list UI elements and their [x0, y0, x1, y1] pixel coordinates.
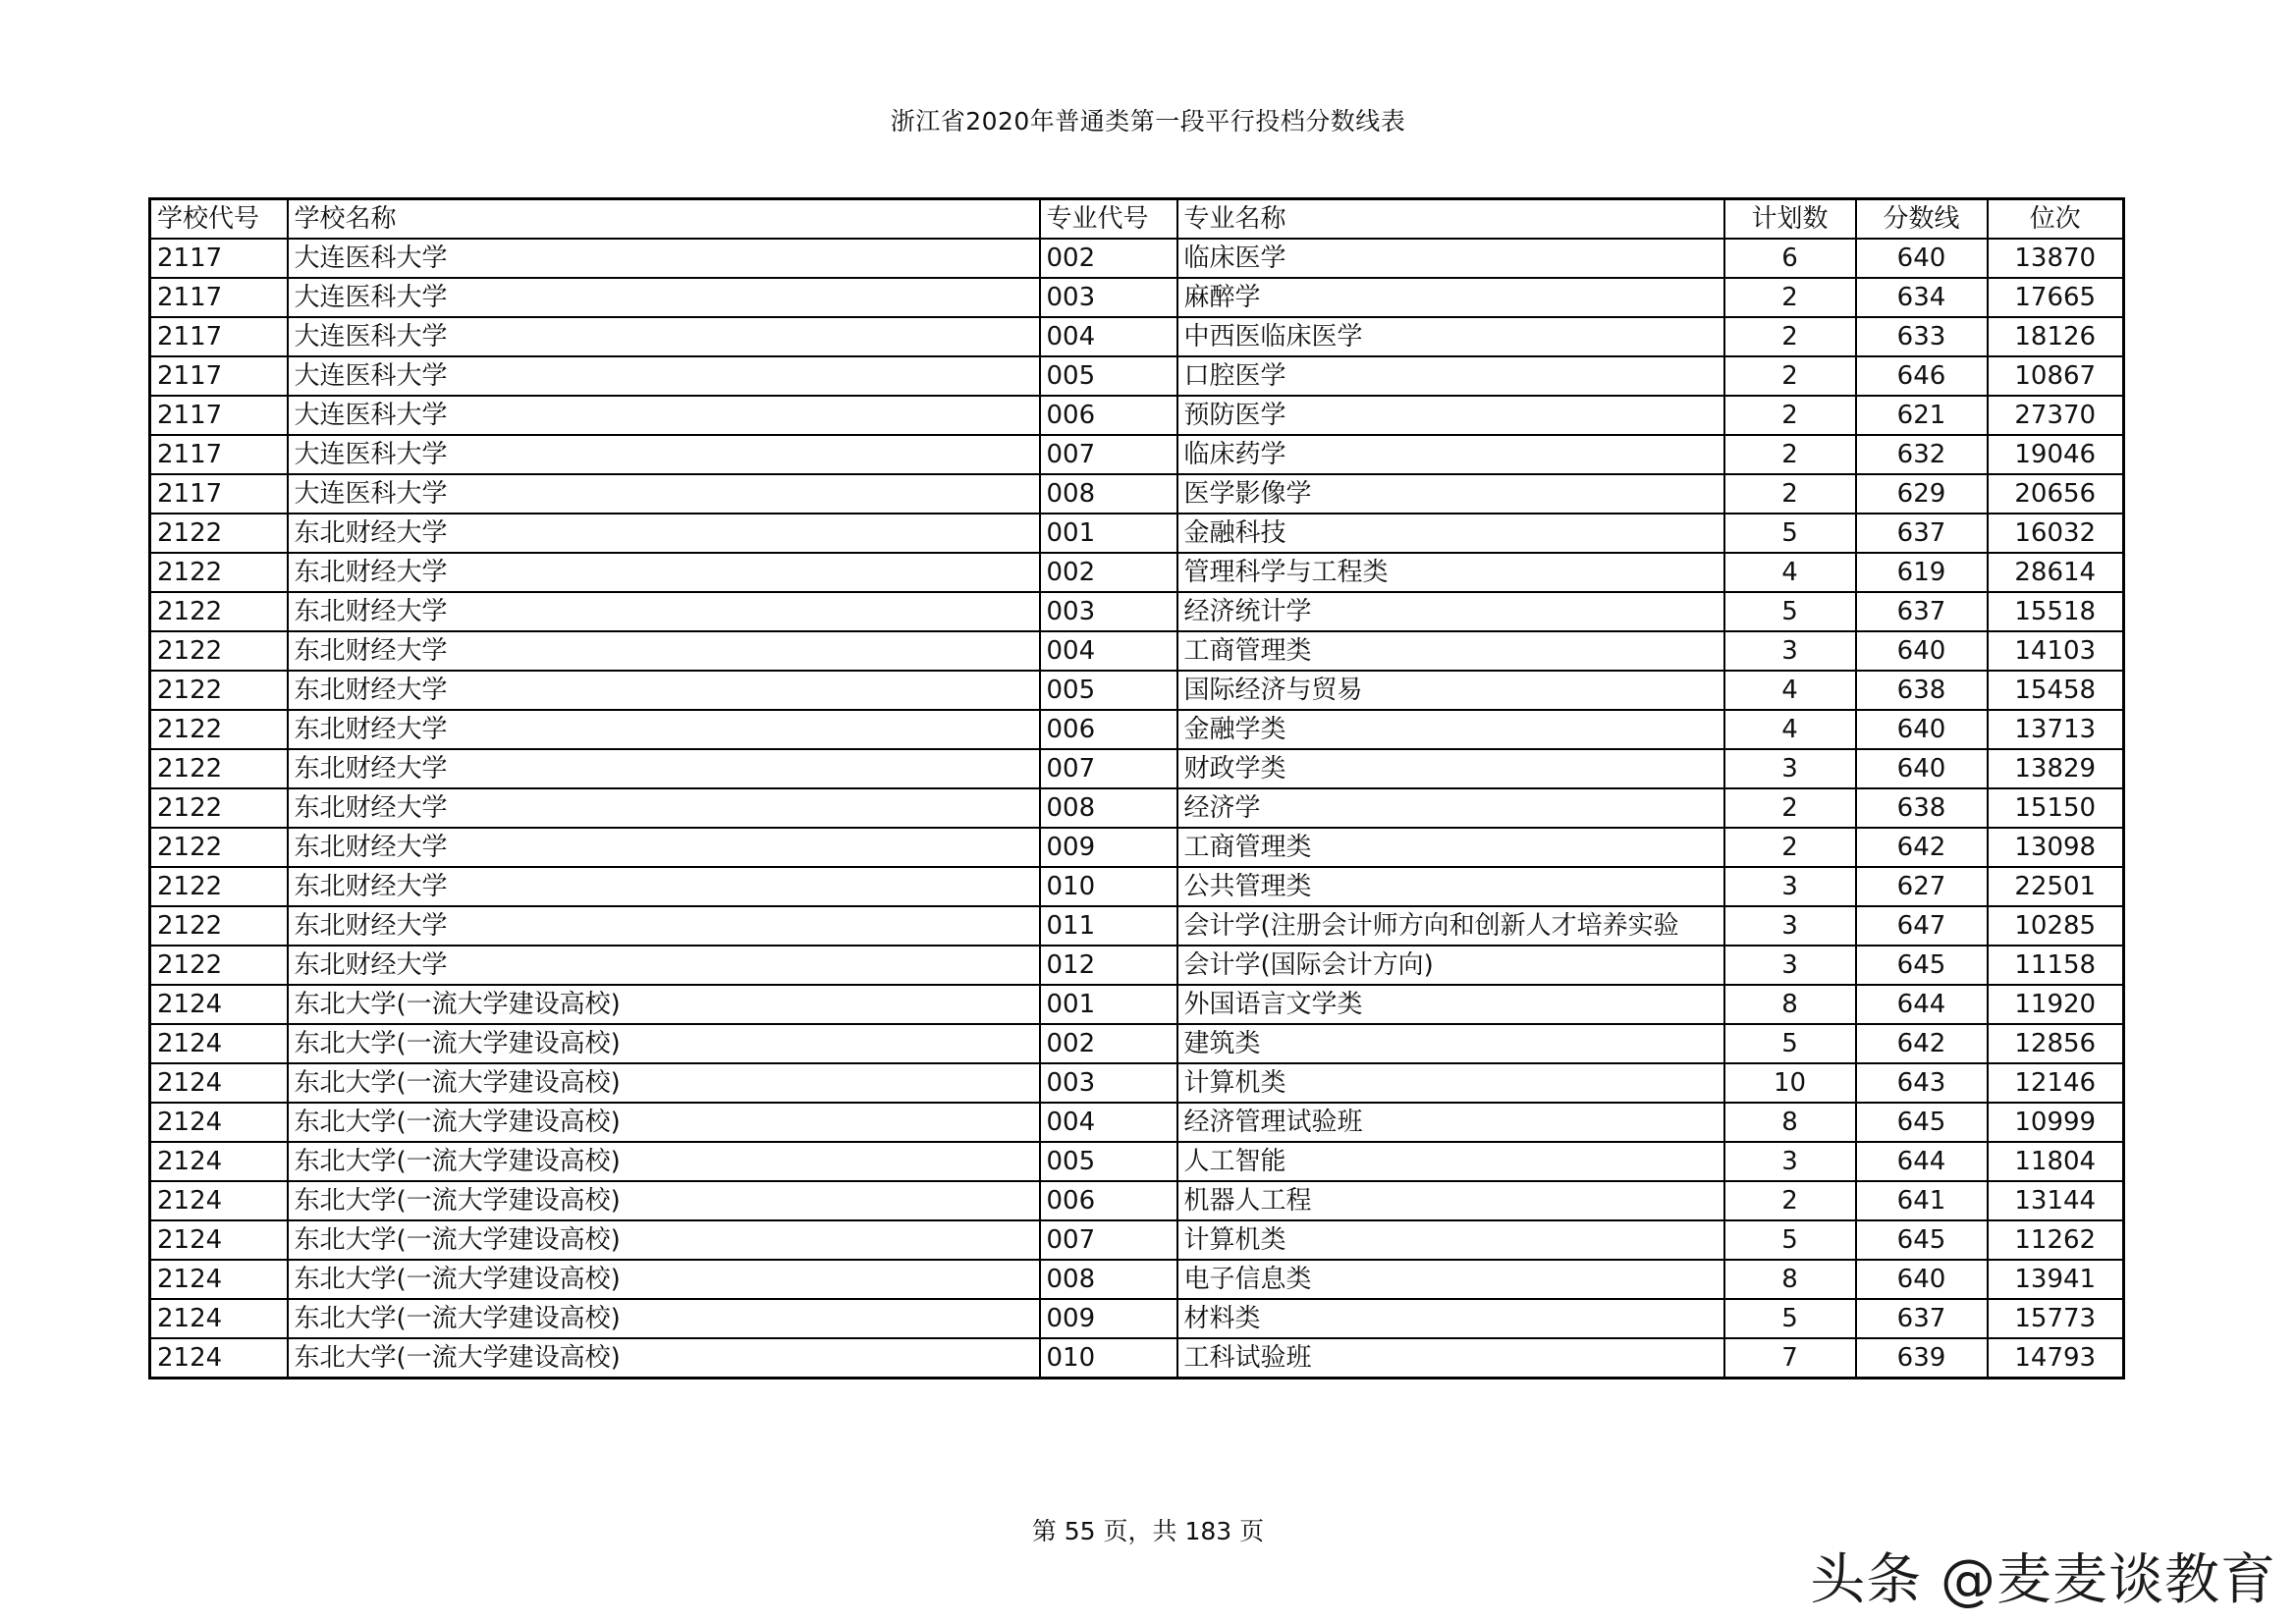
- cell-major-code: 005: [1040, 1142, 1177, 1181]
- table-row: [150, 985, 2124, 1024]
- cell-plan: 10: [1724, 1063, 1856, 1103]
- cell-score: 634: [1856, 278, 1988, 317]
- cell-major-name: 预防医学: [1177, 396, 1724, 435]
- cell-score: 640: [1856, 749, 1988, 788]
- header-school-name: 学校名称: [288, 199, 1040, 240]
- cell-rank: 13941: [1988, 1260, 2124, 1299]
- cell-plan: 4: [1724, 671, 1856, 710]
- cell-score: 643: [1856, 1063, 1988, 1103]
- page-footer: 第 55 页，共 183 页: [1031, 1517, 1265, 1545]
- cell-school-code: 2124: [150, 1181, 288, 1220]
- cell-plan: 2: [1724, 788, 1856, 828]
- cell-school-code: 2124: [150, 985, 288, 1024]
- cell-rank: 16032: [1988, 514, 2124, 553]
- cell-school-code: 2117: [150, 474, 288, 514]
- cell-score: 641: [1856, 1181, 1988, 1220]
- cell-plan: 8: [1724, 1260, 1856, 1299]
- cell-school-code: 2117: [150, 356, 288, 396]
- cell-school-name: 东北大学(一流大学建设高校): [288, 1103, 1040, 1142]
- header-plan: 计划数: [1724, 199, 1856, 240]
- cell-plan: 2: [1724, 317, 1856, 356]
- table-row: [150, 278, 2124, 317]
- cell-score: 629: [1856, 474, 1988, 514]
- cell-major-name: 建筑类: [1177, 1024, 1724, 1063]
- table-row: [150, 514, 2124, 553]
- cell-school-name: 大连医科大学: [288, 474, 1040, 514]
- cell-school-code: 2122: [150, 946, 288, 985]
- cell-rank: 10285: [1988, 906, 2124, 946]
- cell-rank: 10999: [1988, 1103, 2124, 1142]
- cell-school-code: 2117: [150, 278, 288, 317]
- cell-school-name: 东北大学(一流大学建设高校): [288, 1024, 1040, 1063]
- cell-school-name: 东北大学(一流大学建设高校): [288, 1338, 1040, 1379]
- cell-rank: 11804: [1988, 1142, 2124, 1181]
- cell-major-code: 009: [1040, 1299, 1177, 1338]
- table-row: [150, 356, 2124, 396]
- cell-school-name: 东北财经大学: [288, 867, 1040, 906]
- table-row: [150, 828, 2124, 867]
- cell-major-name: 人工智能: [1177, 1142, 1724, 1181]
- cell-score: 640: [1856, 1260, 1988, 1299]
- cell-score: 640: [1856, 239, 1988, 278]
- cell-rank: 12146: [1988, 1063, 2124, 1103]
- cell-major-name: 医学影像学: [1177, 474, 1724, 514]
- header-rank: 位次: [1988, 199, 2124, 240]
- cell-major-code: 002: [1040, 239, 1177, 278]
- cell-school-name: 东北大学(一流大学建设高校): [288, 985, 1040, 1024]
- cell-major-name: 经济管理试验班: [1177, 1103, 1724, 1142]
- cell-school-name: 东北财经大学: [288, 788, 1040, 828]
- cell-plan: 4: [1724, 553, 1856, 592]
- cell-rank: 13829: [1988, 749, 2124, 788]
- table-header-row: [150, 199, 2124, 240]
- cell-school-name: 东北财经大学: [288, 671, 1040, 710]
- cell-rank: 13713: [1988, 710, 2124, 749]
- cell-score: 645: [1856, 946, 1988, 985]
- cell-rank: 15518: [1988, 592, 2124, 631]
- cell-major-code: 004: [1040, 317, 1177, 356]
- cell-major-code: 003: [1040, 278, 1177, 317]
- cell-school-name: 东北大学(一流大学建设高校): [288, 1220, 1040, 1260]
- cell-school-name: 东北财经大学: [288, 749, 1040, 788]
- cell-major-name: 材料类: [1177, 1299, 1724, 1338]
- cell-major-name: 经济统计学: [1177, 592, 1724, 631]
- cell-rank: 13144: [1988, 1181, 2124, 1220]
- cell-school-name: 大连医科大学: [288, 356, 1040, 396]
- score-table: [148, 197, 2125, 1380]
- cell-rank: 14793: [1988, 1338, 2124, 1379]
- cell-school-code: 2117: [150, 435, 288, 474]
- cell-school-code: 2122: [150, 553, 288, 592]
- cell-school-code: 2122: [150, 631, 288, 671]
- cell-plan: 2: [1724, 278, 1856, 317]
- cell-rank: 11158: [1988, 946, 2124, 985]
- cell-rank: 11920: [1988, 985, 2124, 1024]
- cell-school-code: 2122: [150, 592, 288, 631]
- cell-score: 637: [1856, 1299, 1988, 1338]
- cell-major-name: 计算机类: [1177, 1063, 1724, 1103]
- table-row: [150, 1181, 2124, 1220]
- table-row: [150, 1220, 2124, 1260]
- cell-plan: 8: [1724, 985, 1856, 1024]
- cell-score: 633: [1856, 317, 1988, 356]
- cell-school-name: 东北财经大学: [288, 631, 1040, 671]
- cell-plan: 2: [1724, 396, 1856, 435]
- cell-major-name: 工科试验班: [1177, 1338, 1724, 1379]
- cell-major-code: 005: [1040, 671, 1177, 710]
- cell-school-code: 2122: [150, 867, 288, 906]
- cell-plan: 3: [1724, 946, 1856, 985]
- cell-major-name: 工商管理类: [1177, 631, 1724, 671]
- cell-major-code: 003: [1040, 592, 1177, 631]
- cell-school-code: 2122: [150, 906, 288, 946]
- cell-major-code: 003: [1040, 1063, 1177, 1103]
- table-row: [150, 1338, 2124, 1379]
- cell-school-name: 东北大学(一流大学建设高校): [288, 1181, 1040, 1220]
- cell-school-name: 大连医科大学: [288, 435, 1040, 474]
- cell-school-code: 2124: [150, 1024, 288, 1063]
- cell-school-name: 东北大学(一流大学建设高校): [288, 1260, 1040, 1299]
- table-row: [150, 435, 2124, 474]
- cell-school-code: 2122: [150, 514, 288, 553]
- cell-plan: 2: [1724, 356, 1856, 396]
- cell-plan: 3: [1724, 906, 1856, 946]
- cell-plan: 3: [1724, 867, 1856, 906]
- cell-plan: 5: [1724, 1024, 1856, 1063]
- table-row: [150, 1103, 2124, 1142]
- table-row: [150, 906, 2124, 946]
- cell-rank: 20656: [1988, 474, 2124, 514]
- cell-major-code: 006: [1040, 710, 1177, 749]
- cell-major-code: 004: [1040, 1103, 1177, 1142]
- cell-major-code: 010: [1040, 867, 1177, 906]
- cell-major-code: 008: [1040, 788, 1177, 828]
- cell-major-name: 国际经济与贸易: [1177, 671, 1724, 710]
- cell-score: 640: [1856, 631, 1988, 671]
- cell-major-name: 财政学类: [1177, 749, 1724, 788]
- cell-major-code: 012: [1040, 946, 1177, 985]
- cell-rank: 14103: [1988, 631, 2124, 671]
- cell-major-name: 临床医学: [1177, 239, 1724, 278]
- cell-score: 644: [1856, 985, 1988, 1024]
- cell-score: 637: [1856, 514, 1988, 553]
- cell-major-name: 经济学: [1177, 788, 1724, 828]
- cell-rank: 19046: [1988, 435, 2124, 474]
- cell-major-name: 管理科学与工程类: [1177, 553, 1724, 592]
- cell-school-name: 大连医科大学: [288, 396, 1040, 435]
- cell-major-name: 口腔医学: [1177, 356, 1724, 396]
- cell-score: 627: [1856, 867, 1988, 906]
- cell-school-code: 2122: [150, 788, 288, 828]
- cell-plan: 3: [1724, 631, 1856, 671]
- table-body: [150, 239, 2124, 1379]
- cell-major-code: 001: [1040, 514, 1177, 553]
- cell-major-code: 010: [1040, 1338, 1177, 1379]
- cell-major-name: 金融学类: [1177, 710, 1724, 749]
- header-school-code: 学校代号: [150, 199, 288, 240]
- cell-major-name: 临床药学: [1177, 435, 1724, 474]
- table-row: [150, 239, 2124, 278]
- cell-rank: 13870: [1988, 239, 2124, 278]
- cell-major-code: 002: [1040, 553, 1177, 592]
- cell-school-name: 东北财经大学: [288, 592, 1040, 631]
- table-row: [150, 631, 2124, 671]
- header-score: 分数线: [1856, 199, 1988, 240]
- cell-major-code: 002: [1040, 1024, 1177, 1063]
- cell-plan: 6: [1724, 239, 1856, 278]
- cell-rank: 13098: [1988, 828, 2124, 867]
- table-row: [150, 867, 2124, 906]
- cell-major-code: 006: [1040, 1181, 1177, 1220]
- cell-score: 647: [1856, 906, 1988, 946]
- cell-major-code: 007: [1040, 749, 1177, 788]
- cell-plan: 5: [1724, 1220, 1856, 1260]
- cell-score: 644: [1856, 1142, 1988, 1181]
- cell-score: 619: [1856, 553, 1988, 592]
- table-row: [150, 671, 2124, 710]
- cell-score: 645: [1856, 1220, 1988, 1260]
- cell-major-name: 工商管理类: [1177, 828, 1724, 867]
- cell-plan: 8: [1724, 1103, 1856, 1142]
- cell-score: 632: [1856, 435, 1988, 474]
- cell-plan: 3: [1724, 749, 1856, 788]
- cell-plan: 2: [1724, 474, 1856, 514]
- cell-major-code: 008: [1040, 474, 1177, 514]
- cell-school-code: 2124: [150, 1260, 288, 1299]
- table-row: [150, 1063, 2124, 1103]
- cell-school-name: 东北财经大学: [288, 514, 1040, 553]
- cell-rank: 12856: [1988, 1024, 2124, 1063]
- cell-rank: 15150: [1988, 788, 2124, 828]
- cell-major-code: 011: [1040, 906, 1177, 946]
- cell-school-code: 2122: [150, 710, 288, 749]
- cell-plan: 2: [1724, 435, 1856, 474]
- table-row: [150, 592, 2124, 631]
- cell-major-name: 电子信息类: [1177, 1260, 1724, 1299]
- cell-school-name: 东北财经大学: [288, 553, 1040, 592]
- cell-major-name: 公共管理类: [1177, 867, 1724, 906]
- cell-plan: 5: [1724, 514, 1856, 553]
- header-major-code: 专业代号: [1040, 199, 1177, 240]
- cell-major-code: 001: [1040, 985, 1177, 1024]
- cell-school-code: 2124: [150, 1103, 288, 1142]
- cell-plan: 4: [1724, 710, 1856, 749]
- cell-major-code: 006: [1040, 396, 1177, 435]
- cell-rank: 11262: [1988, 1220, 2124, 1260]
- cell-major-code: 007: [1040, 435, 1177, 474]
- cell-plan: 5: [1724, 592, 1856, 631]
- table-row: [150, 553, 2124, 592]
- cell-major-name: 会计学(注册会计师方向和创新人才培养实验: [1177, 906, 1724, 946]
- cell-major-name: 金融科技: [1177, 514, 1724, 553]
- table-row: [150, 946, 2124, 985]
- cell-major-code: 007: [1040, 1220, 1177, 1260]
- table-row: [150, 1024, 2124, 1063]
- page-title: 浙江省2020年普通类第一段平行投档分数线表: [890, 107, 1406, 135]
- cell-rank: 15773: [1988, 1299, 2124, 1338]
- cell-school-name: 东北财经大学: [288, 828, 1040, 867]
- cell-rank: 22501: [1988, 867, 2124, 906]
- cell-major-name: 会计学(国际会计方向): [1177, 946, 1724, 985]
- cell-rank: 10867: [1988, 356, 2124, 396]
- cell-school-code: 2122: [150, 828, 288, 867]
- cell-school-code: 2124: [150, 1142, 288, 1181]
- table-row: [150, 1260, 2124, 1299]
- cell-school-name: 东北财经大学: [288, 710, 1040, 749]
- cell-rank: 28614: [1988, 553, 2124, 592]
- cell-school-name: 大连医科大学: [288, 278, 1040, 317]
- cell-score: 642: [1856, 1024, 1988, 1063]
- cell-school-name: 东北财经大学: [288, 946, 1040, 985]
- cell-score: 646: [1856, 356, 1988, 396]
- cell-school-code: 2124: [150, 1338, 288, 1379]
- table-row: [150, 788, 2124, 828]
- cell-score: 621: [1856, 396, 1988, 435]
- cell-score: 639: [1856, 1338, 1988, 1379]
- cell-school-code: 2117: [150, 396, 288, 435]
- table-row: [150, 1142, 2124, 1181]
- cell-score: 645: [1856, 1103, 1988, 1142]
- cell-plan: 3: [1724, 1142, 1856, 1181]
- cell-school-name: 东北大学(一流大学建设高校): [288, 1299, 1040, 1338]
- cell-plan: 5: [1724, 1299, 1856, 1338]
- header-major-name: 专业名称: [1177, 199, 1724, 240]
- cell-rank: 17665: [1988, 278, 2124, 317]
- cell-school-name: 东北财经大学: [288, 906, 1040, 946]
- cell-school-code: 2122: [150, 671, 288, 710]
- table-row: [150, 1299, 2124, 1338]
- cell-score: 638: [1856, 671, 1988, 710]
- cell-major-name: 麻醉学: [1177, 278, 1724, 317]
- watermark: 头条 @麦麦谈教育: [1810, 1548, 2276, 1612]
- cell-school-code: 2122: [150, 749, 288, 788]
- cell-major-code: 005: [1040, 356, 1177, 396]
- cell-plan: 2: [1724, 1181, 1856, 1220]
- cell-school-code: 2124: [150, 1220, 288, 1260]
- cell-school-name: 大连医科大学: [288, 317, 1040, 356]
- cell-school-code: 2124: [150, 1299, 288, 1338]
- cell-major-code: 009: [1040, 828, 1177, 867]
- cell-score: 637: [1856, 592, 1988, 631]
- cell-major-name: 计算机类: [1177, 1220, 1724, 1260]
- cell-rank: 18126: [1988, 317, 2124, 356]
- cell-rank: 15458: [1988, 671, 2124, 710]
- cell-major-code: 008: [1040, 1260, 1177, 1299]
- table-row: [150, 749, 2124, 788]
- cell-school-name: 东北大学(一流大学建设高校): [288, 1142, 1040, 1181]
- cell-score: 638: [1856, 788, 1988, 828]
- cell-school-code: 2117: [150, 239, 288, 278]
- table-row: [150, 710, 2124, 749]
- cell-school-code: 2117: [150, 317, 288, 356]
- table-row: [150, 396, 2124, 435]
- cell-major-code: 004: [1040, 631, 1177, 671]
- cell-school-name: 大连医科大学: [288, 239, 1040, 278]
- cell-major-name: 外国语言文学类: [1177, 985, 1724, 1024]
- cell-plan: 7: [1724, 1338, 1856, 1379]
- cell-score: 642: [1856, 828, 1988, 867]
- cell-school-code: 2124: [150, 1063, 288, 1103]
- cell-major-name: 机器人工程: [1177, 1181, 1724, 1220]
- table-row: [150, 474, 2124, 514]
- cell-major-name: 中西医临床医学: [1177, 317, 1724, 356]
- table-row: [150, 317, 2124, 356]
- cell-score: 640: [1856, 710, 1988, 749]
- cell-rank: 27370: [1988, 396, 2124, 435]
- cell-school-name: 东北大学(一流大学建设高校): [288, 1063, 1040, 1103]
- cell-plan: 2: [1724, 828, 1856, 867]
